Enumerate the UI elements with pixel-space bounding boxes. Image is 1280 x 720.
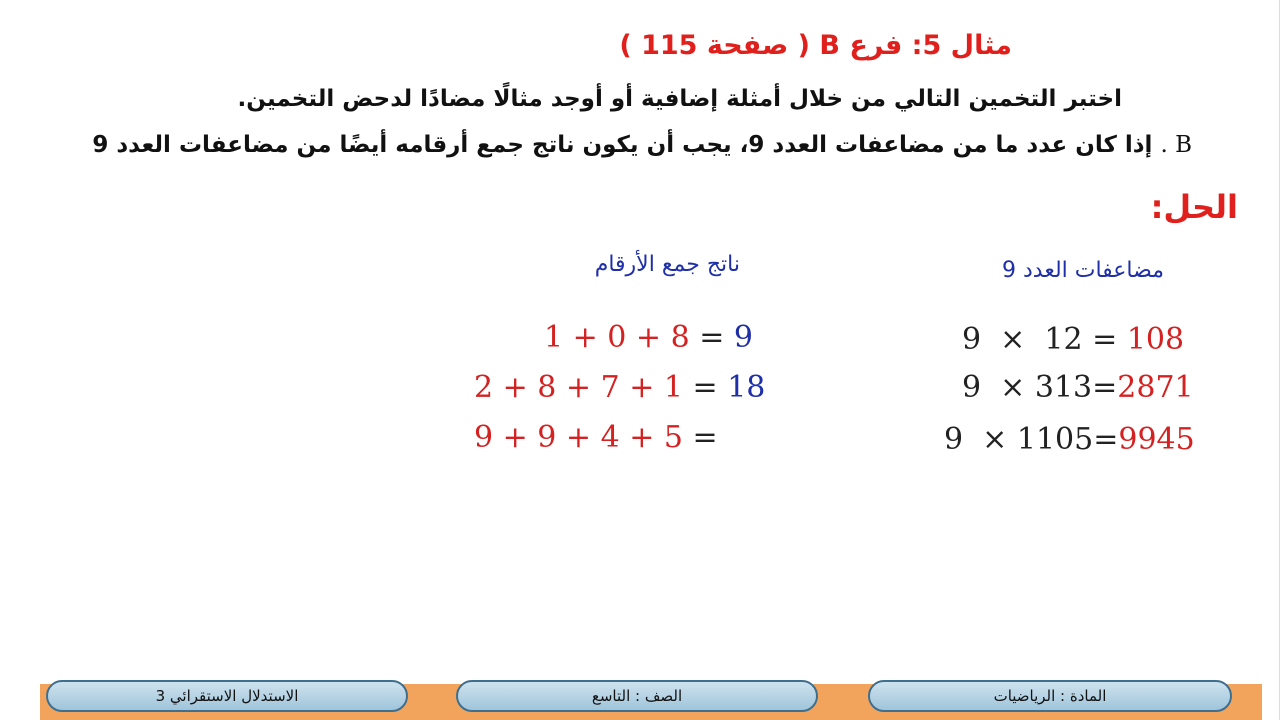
- digit-expression: 9 + 9 + 4 + 5: [474, 420, 683, 455]
- conjecture-statement: [92, 132, 1192, 158]
- digit-sum-row: [474, 370, 765, 405]
- factor-a: 9: [944, 422, 964, 457]
- digit-expression: 2 + 8 + 7 + 1: [474, 370, 683, 405]
- footer-lesson: الاستدلال الاستقرائي 3: [46, 680, 408, 712]
- equals-sign: =: [699, 320, 725, 355]
- instruction-text: اختبر التخمين التالي من خلال أمثلة إضافية أو أوجد مثالًا مضادًا لدحض التخمين.: [237, 86, 1122, 112]
- factor-b: 313: [1034, 370, 1093, 405]
- footer-grade: الصف : التاسع: [456, 680, 818, 712]
- example-title: مثال 5: فرع B ( صفحة 115 ): [619, 30, 1012, 61]
- times-sign: ×: [982, 422, 1008, 457]
- digit-sum-row: [544, 320, 753, 355]
- factor-a: 9: [962, 370, 982, 405]
- times-sign: ×: [1000, 370, 1026, 405]
- conjecture-text: إذا كان عدد ما من مضاعفات العدد 9، يجب أن يكون ناتج جمع أرقامه أيضًا من مضاعفات العدد 9: [92, 132, 1153, 158]
- digit-sum-result: 9: [733, 320, 754, 355]
- footer-subject: المادة : الرياضيات: [868, 680, 1232, 712]
- multiple-row: [962, 322, 1184, 357]
- factor-a: 9: [962, 322, 982, 357]
- solution-label: الحل:: [1150, 188, 1238, 226]
- multiple-row: [944, 422, 1195, 457]
- times-sign: ×: [1000, 322, 1026, 357]
- product: 2871: [1117, 370, 1194, 405]
- product: 9945: [1118, 422, 1195, 457]
- digit-expression: 1 + 0 + 8: [544, 320, 690, 355]
- equals-sign: =: [1093, 422, 1119, 457]
- factor-b: 1105: [1016, 422, 1094, 457]
- digit-sum-row: [474, 420, 718, 455]
- digit-sum-result: 18: [727, 370, 766, 405]
- conjecture-prefix: B .: [1160, 132, 1192, 158]
- product: 108: [1126, 322, 1185, 357]
- equals-sign: =: [692, 370, 718, 405]
- equals-sign: =: [1092, 370, 1118, 405]
- equals-sign: =: [692, 420, 718, 455]
- multiple-row: [962, 370, 1194, 405]
- equals-sign: =: [1092, 322, 1118, 357]
- digit-sum-header: ناتج جمع الأرقام: [594, 252, 740, 277]
- multiples-header: مضاعفات العدد 9: [1002, 258, 1164, 283]
- factor-b: 12: [1044, 322, 1083, 357]
